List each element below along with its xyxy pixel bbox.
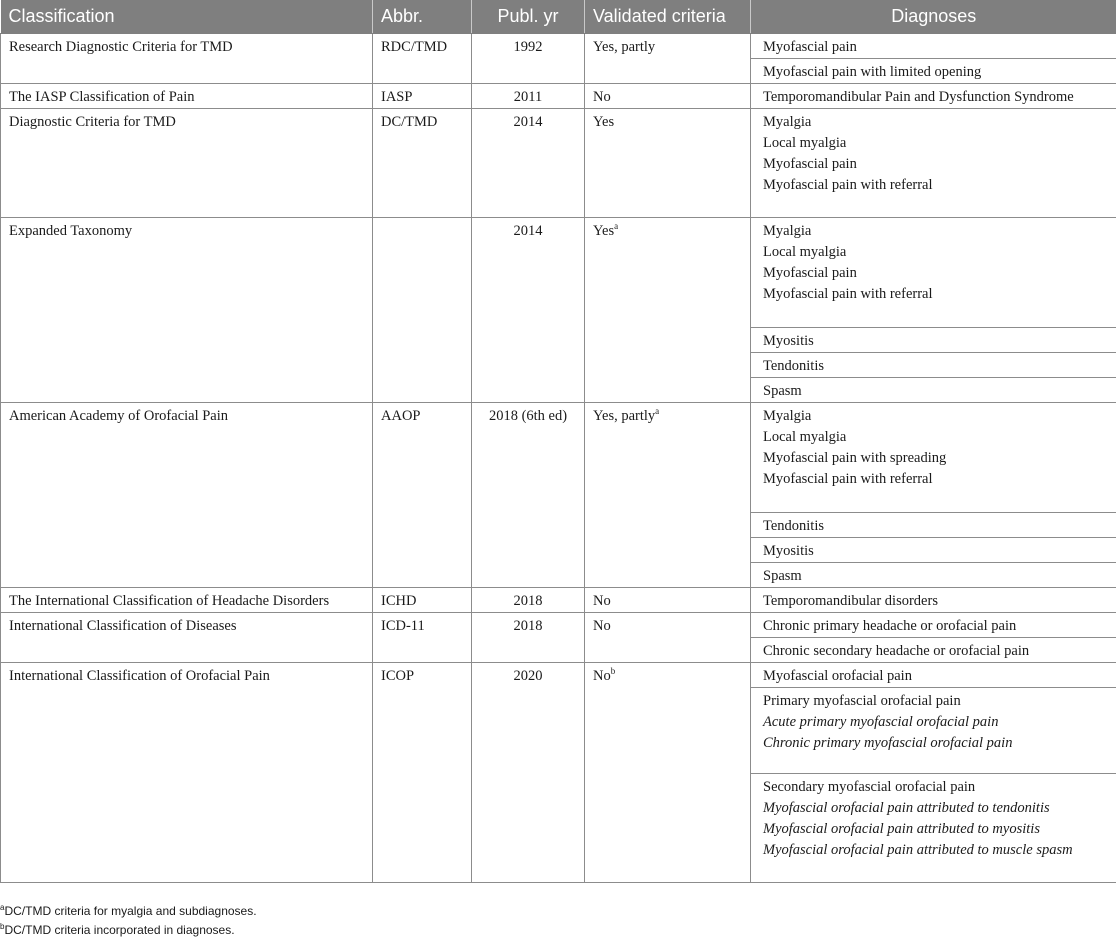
- year-text: 2014: [513, 114, 543, 130]
- year-cell: [472, 613, 585, 663]
- header-abbr: Abbr.: [373, 0, 472, 34]
- abbr-text: DC/TMD: [381, 114, 438, 130]
- footnote-mark: a: [614, 221, 619, 232]
- abbr-text: ICHD: [381, 593, 417, 609]
- table-body: [1, 34, 1116, 883]
- diagnosis-line: Local myalgia: [763, 244, 847, 260]
- header-row: [1, 0, 1116, 34]
- diagnosis-line: Spasm: [763, 383, 802, 399]
- diagnosis-line: Primary myofascial orofacial pain: [763, 693, 961, 709]
- diagnosis-line: Myositis: [763, 333, 814, 349]
- classification-cell: [1, 588, 373, 613]
- year-cell: [472, 588, 585, 613]
- diagnosis-line: Myofascial pain with referral: [763, 471, 933, 487]
- header-classification: Classification: [1, 0, 373, 34]
- diagnosis-line: Myofascial pain: [763, 39, 857, 55]
- diagnosis-line: Temporomandibular disorders: [763, 593, 938, 609]
- diagnosis-cell: [751, 513, 1116, 538]
- validated-text: No: [593, 618, 611, 634]
- diagnosis-cell: [751, 353, 1116, 378]
- table-row: [1, 663, 1116, 688]
- year-text: 2011: [513, 89, 543, 105]
- abbr-text: ICOP: [381, 668, 415, 684]
- header-validated-criteria: Validated criteria: [585, 0, 751, 34]
- validated-cell: [585, 663, 751, 883]
- diagnosis-line: Myalgia: [763, 408, 812, 424]
- diagnosis-line: Temporomandibular Pain and Dysfunction Syndrome: [763, 89, 1074, 105]
- diagnosis-line: Tendonitis: [763, 518, 825, 534]
- year-cell: [472, 34, 585, 84]
- footnote-mark: a: [655, 406, 660, 417]
- abbr-text: ICD-11: [381, 618, 425, 634]
- abbr-cell: [373, 613, 472, 663]
- table-row: [1, 84, 1116, 109]
- diagnosis-line: Local myalgia: [763, 135, 847, 151]
- footnote-mark: b: [0, 922, 5, 931]
- diagnosis-cell: [751, 663, 1116, 688]
- validated-text: No: [593, 668, 611, 684]
- classification-name: Research Diagnostic Criteria for TMD: [9, 39, 233, 55]
- footnote-text: DC/TMD criteria incorporated in diagnoses.: [4, 923, 235, 937]
- abbr-cell: [373, 84, 472, 109]
- diagnosis-line: Myofascial pain with limited opening: [763, 64, 982, 80]
- validated-text: No: [593, 593, 611, 609]
- classification-cell: [1, 613, 373, 663]
- diagnosis-cell: [751, 378, 1116, 403]
- footnote-b: [0, 921, 257, 940]
- classification-name: Expanded Taxonomy: [9, 223, 133, 239]
- validated-text: Yes, partly: [593, 408, 656, 424]
- classification-name: Diagnostic Criteria for TMD: [9, 114, 176, 130]
- diagnosis-cell: [751, 84, 1116, 109]
- table-row: [1, 109, 1116, 218]
- classification-name: The IASP Classification of Pain: [9, 89, 195, 105]
- year-cell: [472, 218, 585, 403]
- classification-name: The International Classification of Headache Disorders: [9, 593, 330, 609]
- abbr-cell: [373, 34, 472, 84]
- diagnosis-cell: [751, 34, 1116, 59]
- year-cell: [472, 663, 585, 883]
- validated-cell: [585, 84, 751, 109]
- classification-cell: [1, 218, 373, 403]
- diagnosis-line: Chronic secondary headache or orofacial pain: [763, 643, 1030, 659]
- validated-cell: [585, 218, 751, 403]
- diagnosis-cell: [751, 613, 1116, 638]
- validated-cell: [585, 403, 751, 588]
- year-text: 2018: [513, 618, 543, 634]
- diagnosis-line: Myofascial pain with referral: [763, 286, 933, 302]
- diagnosis-line: Acute primary myofascial orofacial pain: [763, 714, 999, 730]
- diagnosis-line: Myofascial pain: [763, 265, 857, 281]
- diagnosis-cell: [751, 218, 1116, 328]
- diagnosis-line: Secondary myofascial orofacial pain: [763, 779, 976, 795]
- abbr-cell: [373, 588, 472, 613]
- year-cell: [472, 84, 585, 109]
- table-row: [1, 34, 1116, 59]
- table-row: [1, 588, 1116, 613]
- diagnosis-line: Myalgia: [763, 223, 812, 239]
- validated-text: No: [593, 89, 611, 105]
- classification-cell: [1, 109, 373, 218]
- year-cell: [472, 403, 585, 588]
- abbr-text: AAOP: [381, 408, 421, 424]
- validated-text: Yes, partly: [593, 39, 656, 55]
- footnote-a: [0, 902, 257, 921]
- footnote-text: DC/TMD criteria for myalgia and subdiagnoses.: [4, 904, 257, 918]
- header-diagnoses: Diagnoses: [751, 0, 1116, 34]
- header-publ-yr: Publ. yr: [472, 0, 585, 34]
- diagnosis-line: Chronic primary myofascial orofacial pain: [763, 735, 1013, 751]
- year-text: 2018 (6th ed): [488, 408, 568, 424]
- validated-cell: [585, 588, 751, 613]
- classification-name: International Classification of Orofacial Pain: [9, 668, 270, 684]
- footnotes: [0, 902, 257, 940]
- diagnosis-line: Tendonitis: [763, 358, 825, 374]
- footnote-mark: b: [610, 666, 616, 677]
- year-text: 2014: [513, 223, 543, 239]
- diagnosis-line: Myalgia: [763, 114, 812, 130]
- table-row: [1, 613, 1116, 638]
- year-text: 1992: [513, 39, 543, 55]
- classification-name: International Classification of Diseases: [9, 618, 237, 634]
- abbr-cell: [373, 403, 472, 588]
- validated-cell: [585, 34, 751, 84]
- diagnosis-line: Myositis: [763, 543, 814, 559]
- validated-text: Yes: [593, 223, 615, 239]
- diagnosis-cell: [751, 59, 1116, 84]
- diagnosis-cell: [751, 563, 1116, 588]
- diagnosis-line: Myofascial orofacial pain attributed to myositis: [763, 821, 1040, 837]
- diagnosis-line: Myofascial pain with spreading: [763, 450, 947, 466]
- validated-text: Yes: [593, 114, 615, 130]
- diagnosis-line: Myofascial orofacial pain attributed to tendonitis: [763, 800, 1050, 816]
- diagnosis-cell: [751, 588, 1116, 613]
- classification-name: American Academy of Orofacial Pain: [9, 408, 229, 424]
- classification-cell: [1, 84, 373, 109]
- diagnosis-cell: [751, 403, 1116, 513]
- diagnosis-line: Myofascial pain: [763, 156, 857, 172]
- footnote-mark: a: [0, 903, 5, 912]
- year-text: 2020: [513, 668, 543, 684]
- diagnosis-line: Myofascial pain with referral: [763, 177, 933, 193]
- diagnosis-cell: [751, 638, 1116, 663]
- diagnosis-line: Myofascial orofacial pain: [763, 668, 912, 684]
- diagnosis-line: Chronic primary headache or orofacial pain: [763, 618, 1017, 634]
- table-row: [1, 218, 1116, 328]
- diagnosis-line: Spasm: [763, 568, 802, 584]
- classification-cell: [1, 34, 373, 84]
- diagnosis-cell: [751, 109, 1116, 218]
- diagnosis-cell: [751, 328, 1116, 353]
- year-text: 2018: [513, 593, 543, 609]
- validated-cell: [585, 613, 751, 663]
- classification-cell: [1, 403, 373, 588]
- year-cell: [472, 109, 585, 218]
- diagnosis-cell: [751, 774, 1116, 883]
- abbr-cell: [373, 218, 472, 403]
- validated-cell: [585, 109, 751, 218]
- abbr-text: IASP: [381, 89, 413, 105]
- abbr-cell: [373, 109, 472, 218]
- table-row: [1, 403, 1116, 513]
- diagnosis-line: Local myalgia: [763, 429, 847, 445]
- classification-cell: [1, 663, 373, 883]
- diagnosis-line: Myofascial orofacial pain attributed to muscle spasm: [763, 842, 1073, 858]
- abbr-cell: [373, 663, 472, 883]
- diagnosis-cell: [751, 688, 1116, 774]
- abbr-text: RDC/TMD: [381, 39, 448, 55]
- diagnosis-cell: [751, 538, 1116, 563]
